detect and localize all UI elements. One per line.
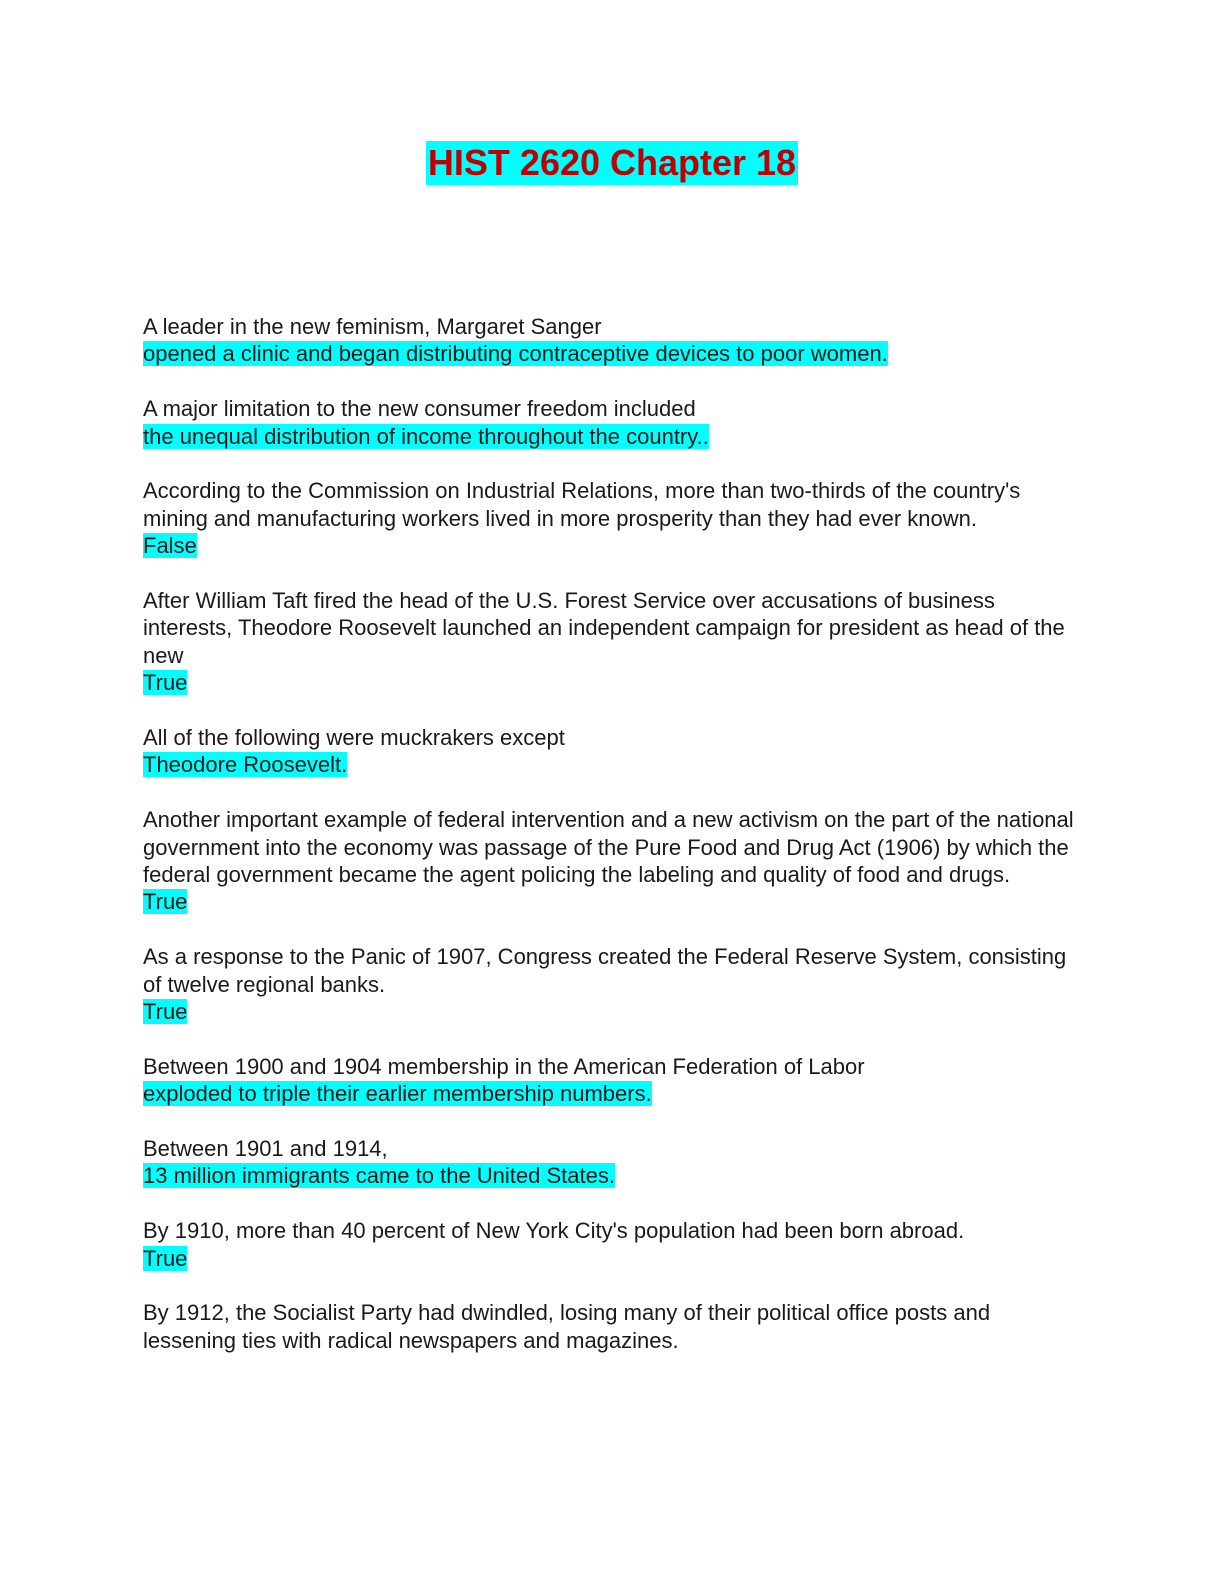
qa-item <box>143 313 1083 368</box>
question-text: As a response to the Panic of 1907, Congress created the Federal Reserve System, consisting of twelve regional banks. <box>143 944 1067 997</box>
page-title: HIST 2620 Chapter 18 <box>427 142 797 183</box>
qa-item <box>143 806 1083 916</box>
answer-highlight: True <box>143 1245 188 1271</box>
question-text: A major limitation to the new consumer freedom included <box>143 396 696 422</box>
qa-item <box>143 587 1083 697</box>
question-text: All of the following were muckrakers except <box>143 725 565 751</box>
qa-item <box>143 477 1083 559</box>
answer-highlight: Theodore Roosevelt. <box>143 752 348 778</box>
qa-item <box>143 1135 1083 1190</box>
answer-highlight: True <box>143 889 188 915</box>
qa-item <box>143 1217 1083 1272</box>
qa-item <box>143 724 1083 779</box>
qa-item <box>143 1053 1083 1108</box>
qa-list <box>143 313 1083 1382</box>
question-text: A leader in the new feminism, Margaret Sanger <box>143 314 602 339</box>
answer-highlight: exploded to triple their earlier membership numbers. <box>143 1081 652 1107</box>
qa-item <box>143 395 1083 450</box>
question-text: Another important example of federal intervention and a new activism on the part of the national government into the economy was passage of the Pure Food and Drug Act (1906) by which the federal government became the agent policing the labeling and quality of food and drugs. <box>143 807 1074 888</box>
answer-highlight: False <box>143 533 197 559</box>
qa-item <box>143 1299 1083 1354</box>
answer-highlight: True <box>143 999 188 1025</box>
question-text: After William Taft fired the head of the U.S. Forest Service over accusations of business interests, Theodore Roosevelt launched an independent campaign for president as head of the new <box>143 588 1065 668</box>
question-text: By 1912, the Socialist Party had dwindled, losing many of their political office posts and lessening ties with radical newspapers and magazines. <box>143 1300 991 1353</box>
question-text: By 1910, more than 40 percent of New York City's population had been born abroad. <box>143 1218 965 1244</box>
title-container <box>0 141 1224 185</box>
qa-item <box>143 943 1083 1025</box>
question-text: Between 1900 and 1904 membership in the American Federation of Labor <box>143 1053 865 1079</box>
answer-highlight: opened a clinic and began distributing contraceptive devices to poor women. <box>143 341 888 367</box>
answer-highlight: True <box>143 670 188 696</box>
answer-highlight: 13 million immigrants came to the United States. <box>143 1163 615 1189</box>
question-text: According to the Commission on Industrial Relations, more than two-thirds of the country's mining and manufacturing workers lived in more prosperity than they had ever known. <box>143 478 1021 531</box>
question-text: Between 1901 and 1914, <box>143 1136 388 1162</box>
answer-highlight: the unequal distribution of income throughout the country.. <box>143 423 709 449</box>
